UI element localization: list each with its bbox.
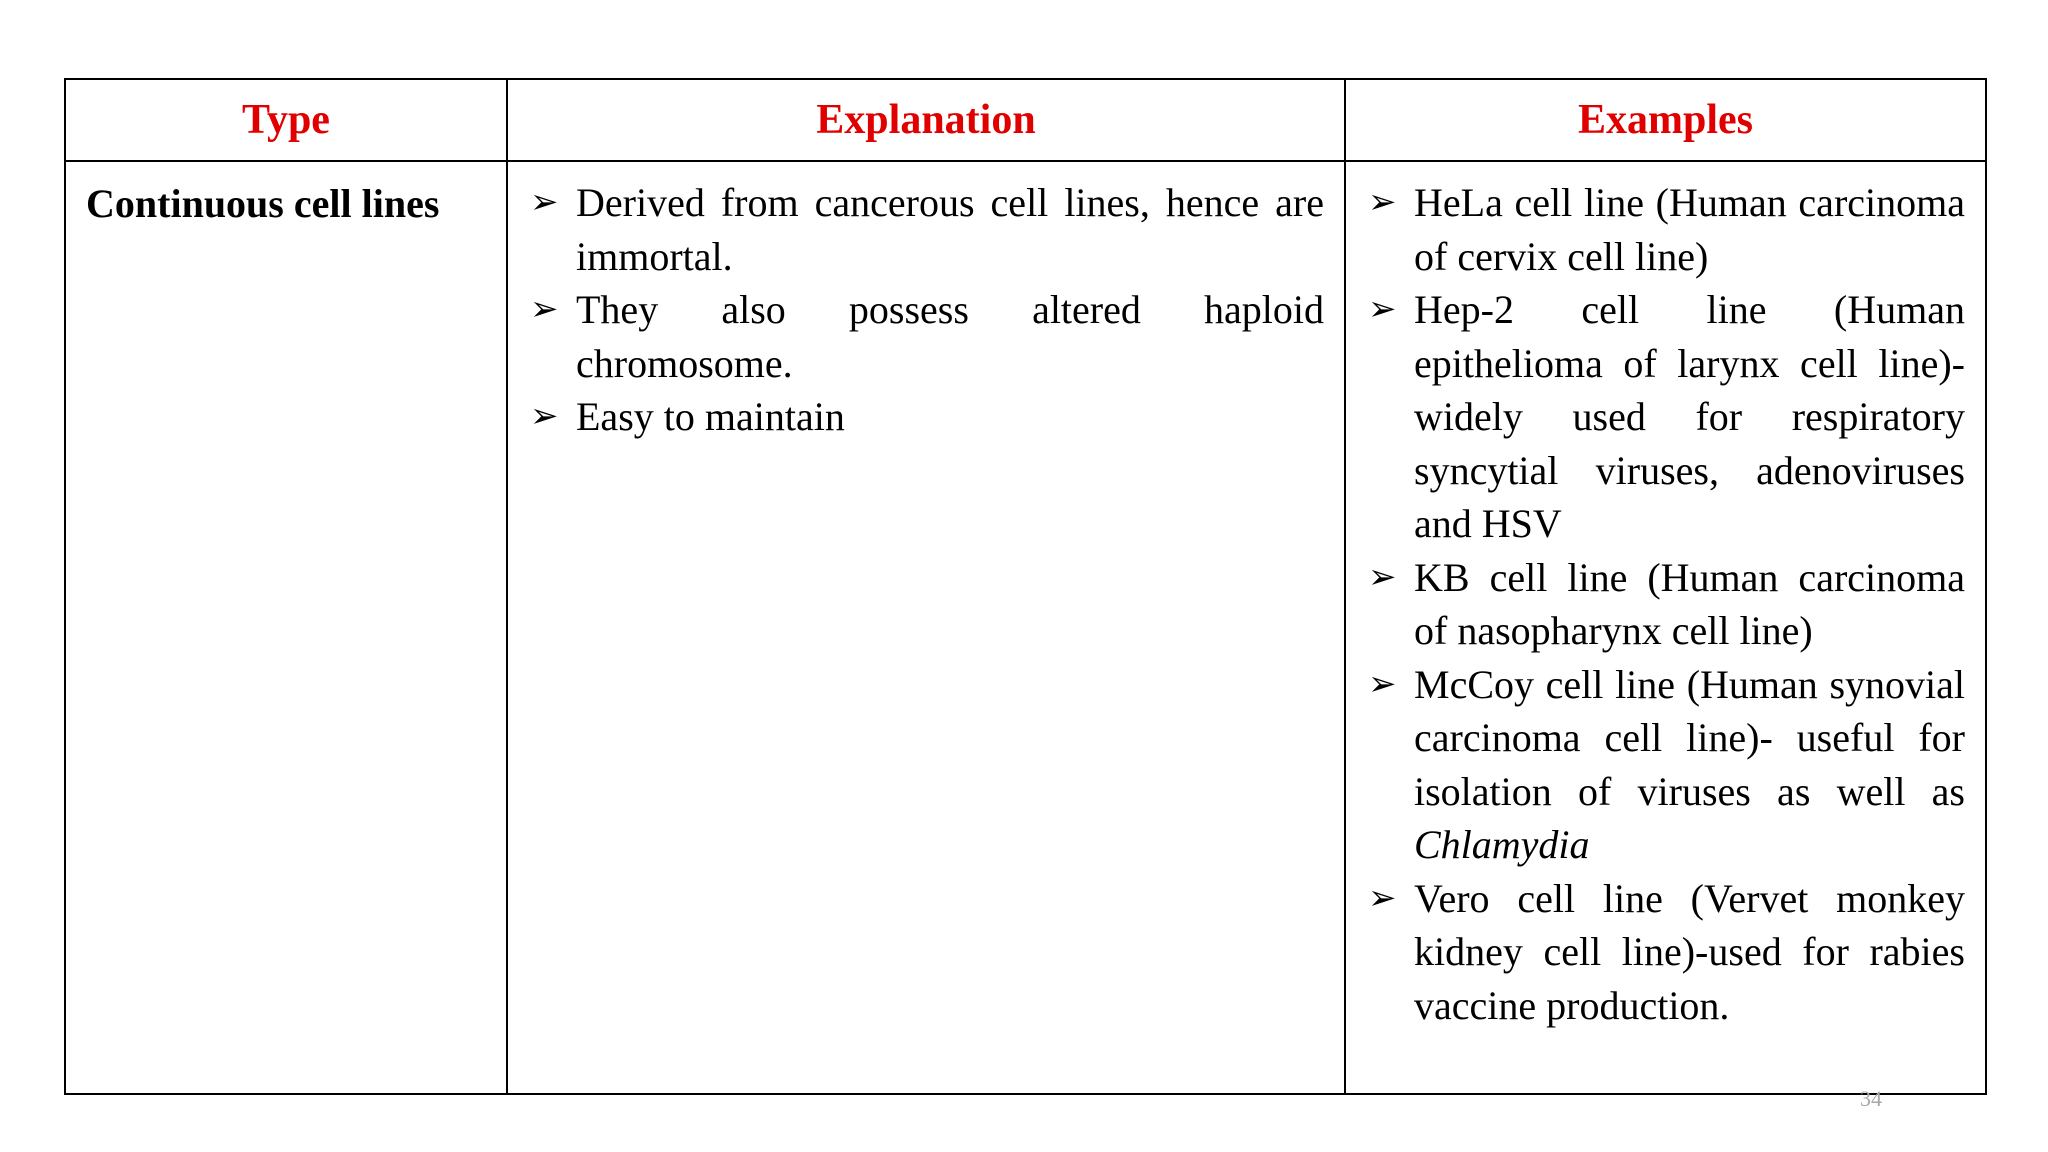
arrow-bullet-icon: ➢ bbox=[1368, 663, 1397, 704]
list-item bbox=[530, 283, 1324, 390]
list-item bbox=[1368, 551, 1965, 658]
example-text: Hep-2 cell line (Human epithelioma of larynx cell line)- widely used for respiratory syncytial viruses, adenoviruses and HSV bbox=[1414, 287, 1965, 546]
arrow-bullet-icon: ➢ bbox=[1368, 182, 1397, 222]
example-text: HeLa cell line (Human carcinoma of cervix cell line) bbox=[1414, 180, 1965, 279]
example-text: KB cell line (Human carcinoma of nasopharynx cell line) bbox=[1414, 554, 1965, 653]
list-item bbox=[530, 176, 1324, 283]
cell-lines-table bbox=[64, 78, 1987, 1095]
explanation-cell bbox=[507, 161, 1345, 1094]
list-item bbox=[1368, 176, 1965, 283]
header-examples: Examples bbox=[1345, 79, 1986, 161]
example-text: McCoy cell line (Human synovial carcinoma cell line)- useful for isolation of viruses as well as bbox=[1414, 661, 1965, 814]
explanation-text: Easy to maintain bbox=[576, 394, 845, 439]
table-row bbox=[65, 161, 1986, 1094]
header-type: Type bbox=[65, 79, 507, 161]
examples-cell bbox=[1345, 161, 1986, 1094]
arrow-bullet-icon: ➢ bbox=[530, 396, 559, 436]
arrow-bullet-icon: ➢ bbox=[530, 182, 559, 222]
list-item bbox=[530, 390, 1324, 444]
list-item bbox=[1368, 283, 1965, 551]
arrow-bullet-icon: ➢ bbox=[1368, 556, 1397, 597]
arrow-bullet-icon: ➢ bbox=[530, 289, 559, 329]
explanation-list bbox=[508, 162, 1344, 444]
table-header-row bbox=[65, 79, 1986, 161]
header-explanation: Explanation bbox=[507, 79, 1345, 161]
page-number: 34 bbox=[1860, 1086, 1882, 1111]
list-item bbox=[1368, 872, 1965, 1033]
arrow-bullet-icon: ➢ bbox=[1368, 289, 1397, 329]
arrow-bullet-icon: ➢ bbox=[1368, 877, 1397, 918]
examples-list bbox=[1346, 162, 1985, 1032]
list-item bbox=[1368, 658, 1965, 872]
type-cell: Continuous cell lines bbox=[65, 161, 507, 1094]
explanation-text: Derived from cancerous cell lines, hence are immortal. bbox=[576, 180, 1324, 279]
example-italic-text: Chlamydia bbox=[1414, 822, 1590, 867]
explanation-text: They also possess altered haploid chromosome. bbox=[576, 287, 1324, 386]
example-text: Vero cell line (Vervet monkey kidney cell line)-used for rabies vaccine production. bbox=[1414, 875, 1965, 1028]
